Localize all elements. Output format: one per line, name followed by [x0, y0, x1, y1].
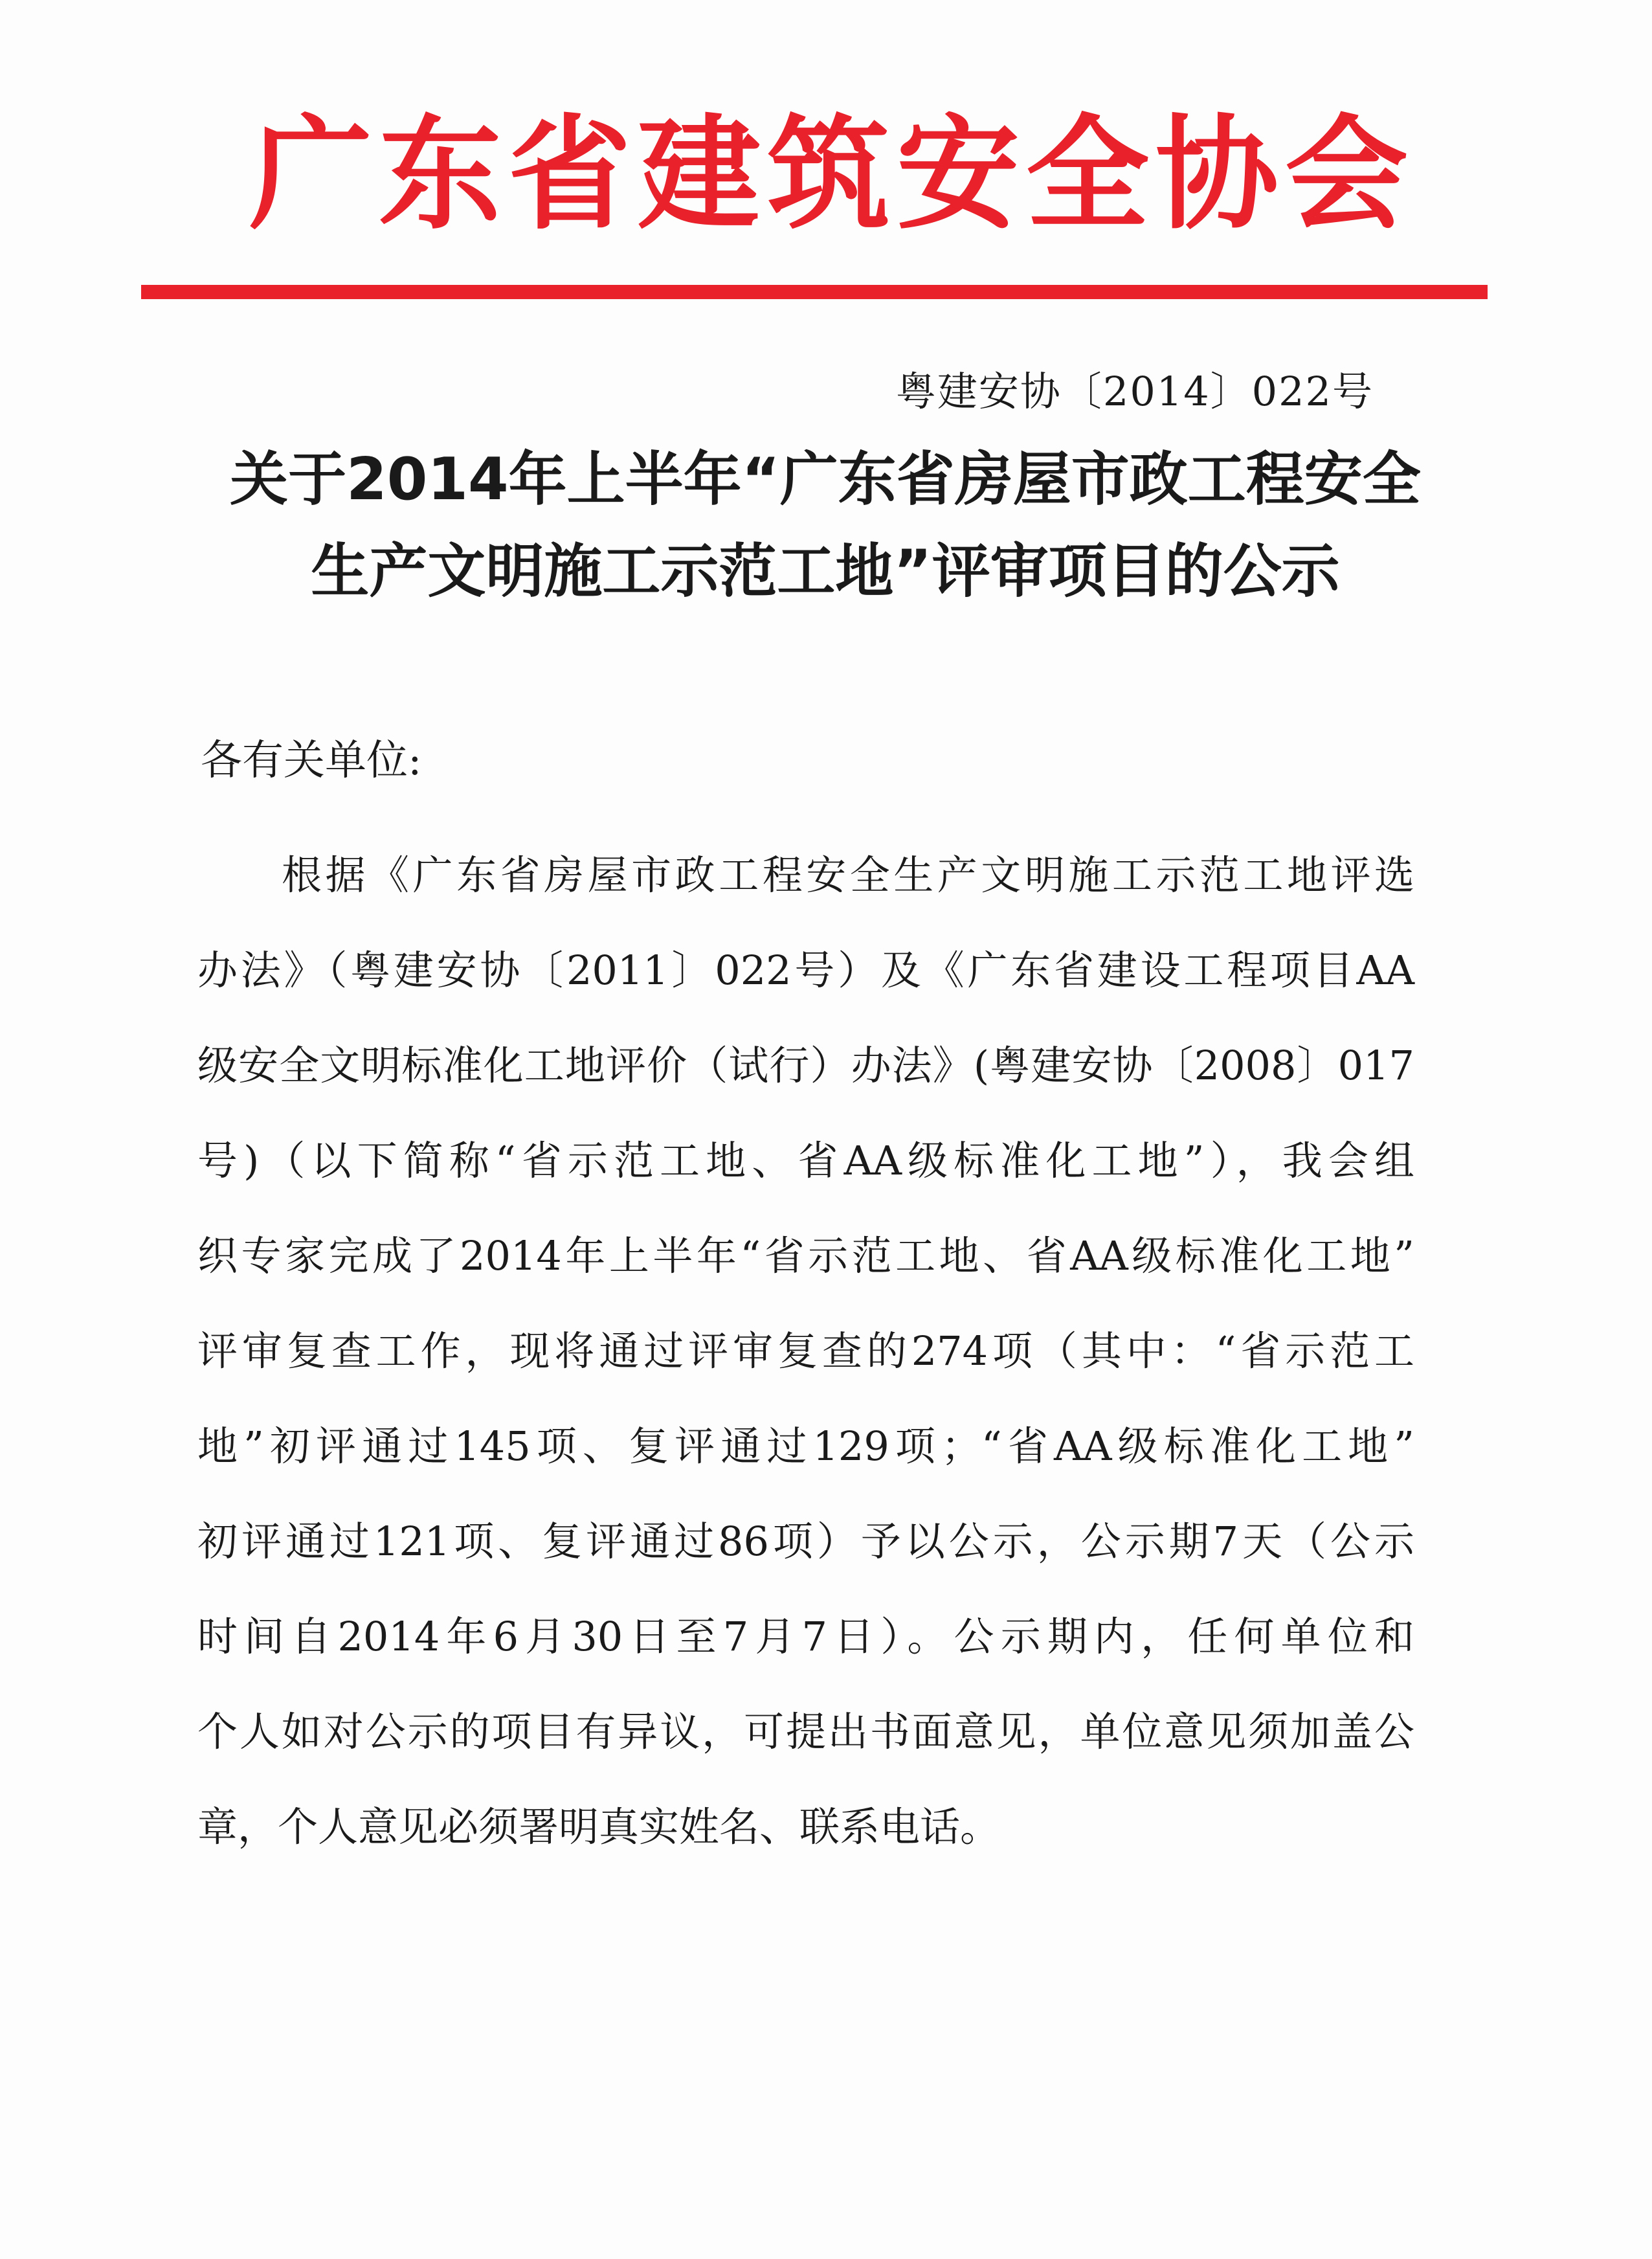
body-line: 章，个人意见必须署明真实姓名、联系电话。: [197, 1803, 1001, 1850]
body-line: 初评通过121项、复评通过86项）予以公示，公示期7天（公示: [197, 1518, 1414, 1565]
document-title-line: 生产文明施工示范工地”评审项目的公示: [311, 537, 1340, 605]
body-line: 评审复查工作，现将通过评审复查的274项（其中：“省示范工: [197, 1327, 1414, 1375]
body-line: 地”初评通过145项、复评通过129项；“省AA级标准化工地”: [197, 1422, 1414, 1470]
body-line: 号)（以下简称“省示范工地、省AA级标准化工地”），我会组: [197, 1137, 1414, 1184]
letterhead-org-name: [246, 104, 1411, 246]
letterhead-red-rule: [141, 285, 1488, 299]
document-number: 粤建安协〔2014〕022号: [895, 368, 1374, 415]
letterhead-char: 广: [249, 103, 372, 246]
body-line: 根据《广东省房屋市政工程安全生产文明施工示范工地评选: [282, 851, 1414, 899]
body-line: 时间自2014年6月30日至7月7日）。公示期内，任何单位和: [197, 1613, 1414, 1660]
body-line: 级安全文明标准化工地评价（试行）办法》(粤建安协〔2008〕017: [197, 1042, 1414, 1089]
document-title: [162, 434, 1489, 618]
body-line: 个人如对公示的项目有异议，可提出书面意见，单位意见须加盖公: [197, 1708, 1414, 1755]
letterhead-char: 协: [1155, 103, 1278, 246]
letterhead-char: 东: [378, 103, 502, 246]
letterhead-char: 建: [637, 103, 761, 246]
letterhead-char: 安: [896, 103, 1020, 246]
letterhead-char: 会: [1284, 103, 1408, 246]
body-paragraph: [197, 827, 1414, 1874]
letterhead-char: 全: [1025, 103, 1149, 246]
body-line: 织专家完成了2014年上半年“省示范工地、省AA级标准化工地”: [197, 1232, 1414, 1279]
letterhead-char: 省: [508, 103, 631, 246]
salutation: 各有关单位:: [201, 737, 422, 785]
body-line: 办法》（粤建安协〔2011〕022号）及《广东省建设工程项目AA: [197, 947, 1414, 994]
document-title-line: 关于2014年上半年“广东省房屋市政工程安全: [230, 445, 1421, 513]
letterhead-char: 筑: [766, 103, 890, 246]
